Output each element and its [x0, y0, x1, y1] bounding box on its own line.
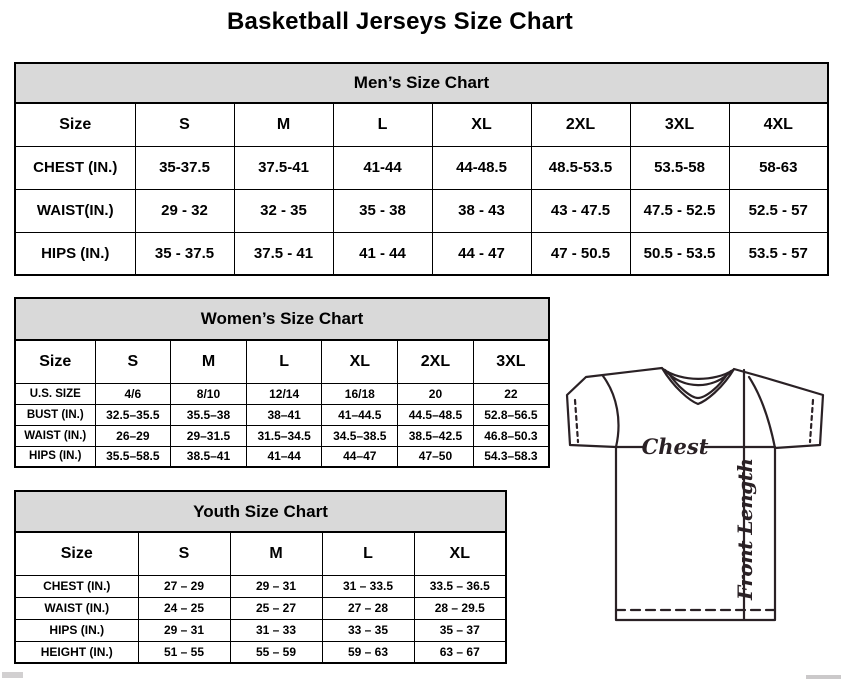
chest-label: Chest — [641, 434, 709, 459]
size-header-row — [15, 103, 828, 146]
value-cell: 59 – 63 — [322, 641, 414, 663]
size-header-row — [15, 340, 549, 383]
value-cell: 44.5–48.5 — [398, 404, 474, 425]
value-cell: 35 - 38 — [333, 189, 432, 232]
value-cell: 27 – 28 — [322, 597, 414, 619]
horizontal-scrollbar-thumb-left[interactable] — [2, 672, 23, 678]
size-header-cell: Size — [15, 340, 95, 383]
value-cell: 63 – 67 — [414, 641, 506, 663]
table-row — [15, 641, 506, 663]
youth-chart-title: Youth Size Chart — [14, 490, 507, 531]
value-cell: 35.5–58.5 — [95, 446, 171, 467]
value-cell: 20 — [398, 383, 474, 404]
table-row — [15, 383, 549, 404]
value-cell: 48.5-53.5 — [531, 146, 630, 189]
size-header-cell: Size — [15, 532, 138, 575]
value-cell: 29 – 31 — [138, 619, 230, 641]
value-cell: 28 – 29.5 — [414, 597, 506, 619]
vertical-scrollbar-thumb-bottom[interactable] — [806, 675, 841, 679]
value-cell: 35-37.5 — [135, 146, 234, 189]
column-header-cell: 2XL — [531, 103, 630, 146]
row-label-cell: HEIGHT (IN.) — [15, 641, 138, 663]
table-row — [15, 189, 828, 232]
column-header-cell: 2XL — [398, 340, 474, 383]
value-cell: 52.5 - 57 — [729, 189, 828, 232]
column-header-cell: S — [135, 103, 234, 146]
value-cell: 32.5–35.5 — [95, 404, 171, 425]
value-cell: 54.3–58.3 — [473, 446, 549, 467]
column-header-cell: XL — [322, 340, 398, 383]
row-label-cell: HIPS (IN.) — [15, 446, 95, 467]
mens-size-chart — [14, 62, 829, 276]
column-header-cell: 4XL — [729, 103, 828, 146]
column-header-cell: XL — [414, 532, 506, 575]
value-cell: 16/18 — [322, 383, 398, 404]
table-row — [15, 597, 506, 619]
column-header-cell: M — [234, 103, 333, 146]
value-cell: 58-63 — [729, 146, 828, 189]
value-cell: 35.5–38 — [171, 404, 247, 425]
column-header-cell: M — [171, 340, 247, 383]
value-cell: 47.5 - 52.5 — [630, 189, 729, 232]
value-cell: 41-44 — [333, 146, 432, 189]
womens-chart-title: Women’s Size Chart — [14, 297, 550, 339]
value-cell: 31.5–34.5 — [246, 425, 322, 446]
column-header-cell: S — [95, 340, 171, 383]
table-row — [15, 575, 506, 597]
front-length-label: Front Length — [733, 458, 757, 600]
value-cell: 38.5–42.5 — [398, 425, 474, 446]
value-cell: 31 – 33.5 — [322, 575, 414, 597]
youth-size-table — [14, 531, 507, 664]
table-row — [15, 446, 549, 467]
value-cell: 8/10 — [171, 383, 247, 404]
value-cell: 38 - 43 — [432, 189, 531, 232]
jersey-measurement-diagram — [559, 357, 841, 629]
value-cell: 37.5-41 — [234, 146, 333, 189]
jersey-outline — [567, 368, 823, 620]
column-header-cell: S — [138, 532, 230, 575]
size-header-cell: Size — [15, 103, 135, 146]
value-cell: 29 – 31 — [230, 575, 322, 597]
value-cell: 47 - 50.5 — [531, 232, 630, 275]
value-cell: 44–47 — [322, 446, 398, 467]
value-cell: 41–44.5 — [322, 404, 398, 425]
value-cell: 37.5 - 41 — [234, 232, 333, 275]
value-cell: 12/14 — [246, 383, 322, 404]
row-label-cell: HIPS (IN.) — [15, 619, 138, 641]
column-header-cell: L — [246, 340, 322, 383]
table-row — [15, 232, 828, 275]
value-cell: 47–50 — [398, 446, 474, 467]
table-row — [15, 619, 506, 641]
column-header-cell: L — [333, 103, 432, 146]
table-row — [15, 146, 828, 189]
youth-size-chart — [14, 490, 507, 664]
value-cell: 46.8–50.3 — [473, 425, 549, 446]
left-armhole-seam — [603, 376, 618, 447]
value-cell: 41 - 44 — [333, 232, 432, 275]
womens-size-chart — [14, 297, 550, 468]
column-header-cell: M — [230, 532, 322, 575]
value-cell: 31 – 33 — [230, 619, 322, 641]
column-header-cell: 3XL — [473, 340, 549, 383]
value-cell: 33.5 – 36.5 — [414, 575, 506, 597]
row-label-cell: WAIST (IN.) — [15, 597, 138, 619]
value-cell: 50.5 - 53.5 — [630, 232, 729, 275]
page-title: Basketball Jerseys Size Chart — [227, 8, 573, 35]
value-cell: 29–31.5 — [171, 425, 247, 446]
row-label-cell: WAIST(IN.) — [15, 189, 135, 232]
mens-chart-title: Men’s Size Chart — [14, 62, 829, 102]
column-header-cell: L — [322, 532, 414, 575]
column-header-cell: XL — [432, 103, 531, 146]
row-label-cell: WAIST (IN.) — [15, 425, 95, 446]
value-cell: 43 - 47.5 — [531, 189, 630, 232]
value-cell: 27 – 29 — [138, 575, 230, 597]
value-cell: 4/6 — [95, 383, 171, 404]
value-cell: 51 – 55 — [138, 641, 230, 663]
value-cell: 22 — [473, 383, 549, 404]
row-label-cell: CHEST (IN.) — [15, 575, 138, 597]
size-header-row — [15, 532, 506, 575]
right-sleeve-stitch — [810, 400, 813, 442]
womens-size-table — [14, 339, 550, 468]
value-cell: 32 - 35 — [234, 189, 333, 232]
value-cell: 35 - 37.5 — [135, 232, 234, 275]
value-cell: 38–41 — [246, 404, 322, 425]
value-cell: 35 – 37 — [414, 619, 506, 641]
table-row — [15, 404, 549, 425]
value-cell: 24 – 25 — [138, 597, 230, 619]
value-cell: 26–29 — [95, 425, 171, 446]
value-cell: 53.5-58 — [630, 146, 729, 189]
row-label-cell: BUST (IN.) — [15, 404, 95, 425]
value-cell: 44 - 47 — [432, 232, 531, 275]
value-cell: 41–44 — [246, 446, 322, 467]
value-cell: 53.5 - 57 — [729, 232, 828, 275]
jersey-diagram-svg — [559, 357, 841, 629]
table-row — [15, 425, 549, 446]
value-cell: 34.5–38.5 — [322, 425, 398, 446]
row-label-cell: U.S. SIZE — [15, 383, 95, 404]
value-cell: 29 - 32 — [135, 189, 234, 232]
value-cell: 38.5–41 — [171, 446, 247, 467]
row-label-cell: CHEST (IN.) — [15, 146, 135, 189]
value-cell: 25 – 27 — [230, 597, 322, 619]
value-cell: 55 – 59 — [230, 641, 322, 663]
value-cell: 44-48.5 — [432, 146, 531, 189]
value-cell: 33 – 35 — [322, 619, 414, 641]
mens-size-table — [14, 102, 829, 276]
left-sleeve-stitch — [575, 400, 578, 442]
column-header-cell: 3XL — [630, 103, 729, 146]
row-label-cell: HIPS (IN.) — [15, 232, 135, 275]
value-cell: 52.8–56.5 — [473, 404, 549, 425]
right-armhole-seam — [749, 377, 775, 448]
